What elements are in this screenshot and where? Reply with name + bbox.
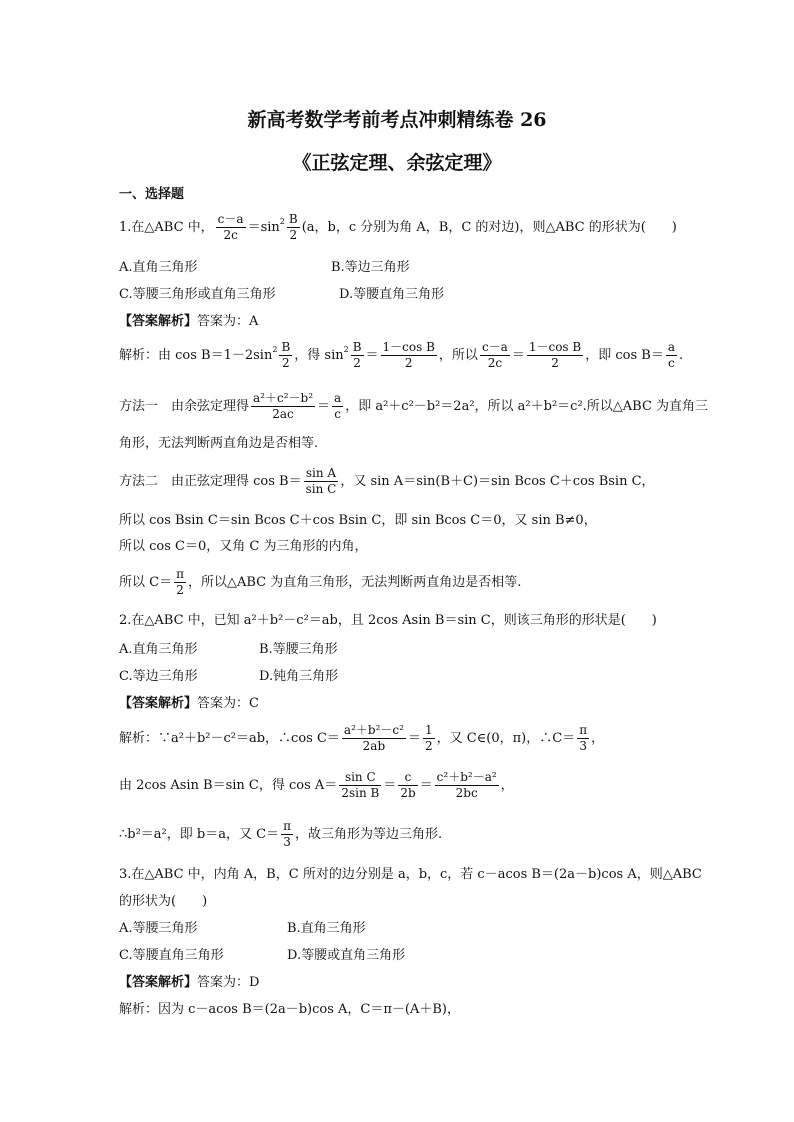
- question-3-stem-cont: 的形状为( ): [119, 894, 208, 909]
- question-2-options-row1: [119, 643, 764, 656]
- solution-3-line-1: 解析：因为 c－acos B＝(2a－b)cos A，C＝π－(A＋B)，: [119, 1002, 460, 1017]
- question-3-options-row1: [119, 922, 764, 935]
- option-b: B.等腰三角形: [259, 642, 338, 657]
- question-2-options-row2: [119, 670, 764, 683]
- solution-1-line-1: 解析：由 $\cos B=1-2\sin^2$ $\frac{B}{2}$ ，得 $\sin^2$ $\frac{B}{2}$ ＝ $\frac{\text{1－cos B}}{2}$ ，所以 $\frac{c-a}{2c}$ ＝ $\frac{\text{1－cos B}}{2}$ ，即 cos B＝ $\frac{a}{c}$ .: [119, 340, 684, 370]
- answer-line-3: 【答案解析】答案为：D: [119, 975, 260, 990]
- answer-line-2: 【答案解析】答案为：C: [119, 696, 259, 711]
- option-c: C.等边三角形: [119, 669, 198, 684]
- question-2-stem: 2.在△ABC 中，已知 a²＋b²－c²＝ab，且 2cos Asin B＝sin C，则该三角形的形状是( ): [119, 613, 657, 628]
- solution-1-method-2-line-4: 所以 C＝ $\frac{\pi}{2}$ ，所以△ABC 为直角三角形，无法判断两直角边是否相等.: [119, 567, 522, 597]
- solution-2-line-2: 由 2cos Asin B＝sin C，得 cos A＝ $\frac{\text{sin C}}{\text{2sin B}}$ ＝ $\frac{c}{2b}$ ＝ $\frac{\text{c²＋b²－a²}}{2bc}$ ，: [119, 770, 514, 800]
- solution-1-method-2-line-2: 所以 cos Bsin C＝sin Bcos C＋cos Bsin C，即 sin Bcos C＝0，又 sin B≠0，: [119, 513, 597, 528]
- option-c: C.等腰直角三角形: [119, 948, 224, 963]
- option-a: A.直角三角形: [119, 642, 198, 657]
- question-3-stem: 3.在△ABC 中，内角 A，B，C 所对的边分别是 a，b，c，若 c－acos B＝(2a－b)cos A，则△ABC: [119, 867, 702, 882]
- section-heading: 一、选择题: [119, 187, 185, 202]
- solution-1-method-2: 方法二 由正弦定理得 cos B＝ $\frac{\text{sin A}}{\text{sin C}}$ ，又 sin A＝sin(B＋C)＝sin Bcos C＋cos Bsin C，: [119, 466, 655, 496]
- option-a: A.等腰三角形: [119, 921, 198, 936]
- option-c: C.等腰三角形或直角三角形: [119, 287, 276, 302]
- option-d: D.钝角三角形: [259, 669, 339, 684]
- solution-2-line-3: ∴b²＝a²，即 b＝a，又 C＝ $\frac{\pi}{3}$ ，故三角形为等边三角形.: [119, 819, 443, 849]
- document-subtitle: 《正弦定理、余弦定理》: [292, 152, 502, 174]
- answer-line-1: 【答案解析】答案为：A: [119, 314, 259, 329]
- option-d: D.等腰直角三角形: [339, 287, 445, 302]
- question-1-options-row1: [119, 261, 764, 274]
- document-title: 新高考数学考前考点冲刺精练卷 26: [247, 109, 547, 131]
- solution-1-method-1-cont: 角形，无法判断两直角边是否相等.: [119, 436, 319, 451]
- question-1-options-row2: [119, 288, 764, 301]
- option-b: B.等边三角形: [331, 260, 410, 275]
- option-d: D.等腰或直角三角形: [287, 948, 406, 963]
- solution-2-line-1: 解析：∵a²＋b²－c²＝ab，∴cos C＝ $\frac{\text{a²＋b²－c²}}{2ab}$ ＝ $\frac{1}{2}$ ，又 C∈(0，π)，∴C＝ $\frac{\pi}{3}$ ，: [119, 723, 605, 753]
- answer-label: 【答案解析】: [119, 314, 198, 329]
- question-1-stem: 1.在△ABC 中， $\frac{c-a}{2c}$ $=\sin^2$ $\frac{B}{2}$ (a，b，c 分别为角 A，B，C 的对边)，则△ABC 的形状为( ): [119, 212, 677, 242]
- solution-1-method-2-line-3: 所以 cos C＝0，又角 C 为三角形的内角，: [119, 539, 368, 554]
- question-3-options-row2: [119, 949, 764, 962]
- option-b: B.直角三角形: [287, 921, 366, 936]
- option-a: A.直角三角形: [119, 260, 198, 275]
- solution-1-method-1: 方法一 由余弦定理得 $\frac{\text{a²＋c²－b²}}{2ac}$ ＝ $\frac{a}{c}$ ，即 a²＋c²－b²＝2a²，所以 a²＋b²＝c².所以△ABC 为直角三: [119, 391, 709, 421]
